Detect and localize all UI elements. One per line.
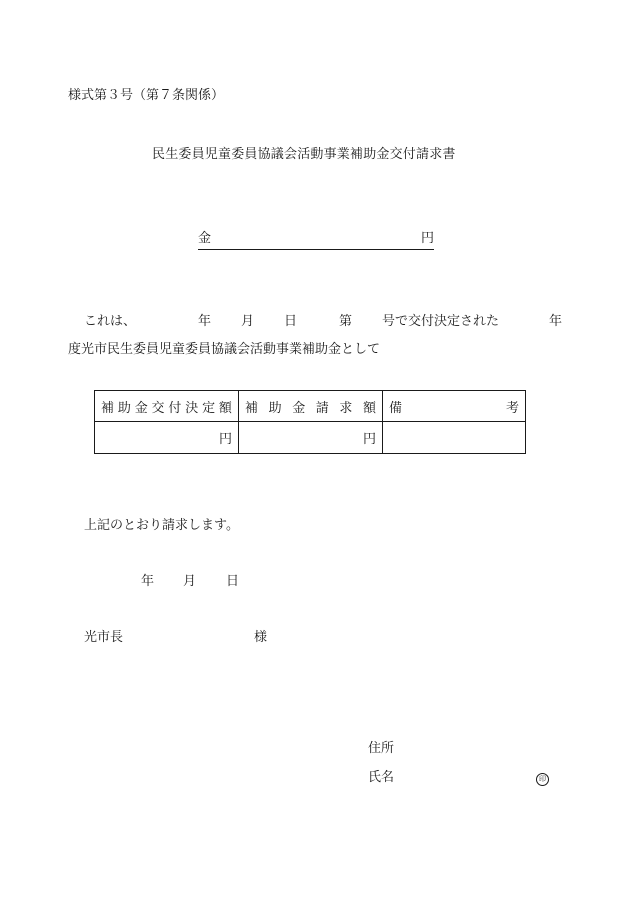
cell-decided-amount: 円 bbox=[95, 422, 239, 454]
amount-table bbox=[94, 390, 526, 454]
body-month: 月 bbox=[241, 314, 255, 329]
header-remarks: 備 考 bbox=[383, 391, 526, 422]
header-requested-amount: 補 助 金 請 求 額 bbox=[239, 391, 383, 422]
date-day: 日 bbox=[226, 574, 240, 589]
name-label: 氏名 bbox=[368, 770, 395, 785]
amount-prefix: 金 bbox=[198, 231, 212, 246]
addressee-sama: 様 bbox=[254, 630, 268, 645]
body-go-text: 号で交付決定された bbox=[382, 314, 500, 329]
form-number-label: 様式第３号（第７条関係） bbox=[68, 88, 225, 103]
date-year: 年 bbox=[141, 574, 155, 589]
address-label: 住所 bbox=[368, 741, 395, 756]
header-decided-amount: 補 助 金 交 付 決 定 額 bbox=[95, 391, 239, 422]
body-dai: 第 bbox=[339, 314, 353, 329]
document-title: 民生委員児童委員協議会活動事業補助金交付請求書 bbox=[152, 147, 456, 162]
seal-mark-icon: 印 bbox=[536, 770, 549, 786]
body-year-2: 年 bbox=[549, 314, 563, 329]
date-month: 月 bbox=[183, 574, 197, 589]
body-day: 日 bbox=[284, 314, 298, 329]
amount-line bbox=[198, 231, 434, 250]
body-intro: これは、 bbox=[84, 314, 137, 329]
addressee-name: 光市長 bbox=[84, 630, 124, 645]
request-text: 上記のとおり請求します。 bbox=[84, 518, 239, 533]
amount-yen-unit: 円 bbox=[420, 231, 434, 246]
cell-remarks bbox=[383, 422, 526, 454]
body-line-2: 度光市民生委員児童委員協議会活動事業補助金として bbox=[68, 342, 381, 357]
cell-requested-amount: 円 bbox=[239, 422, 383, 454]
body-year-1: 年 bbox=[198, 314, 212, 329]
